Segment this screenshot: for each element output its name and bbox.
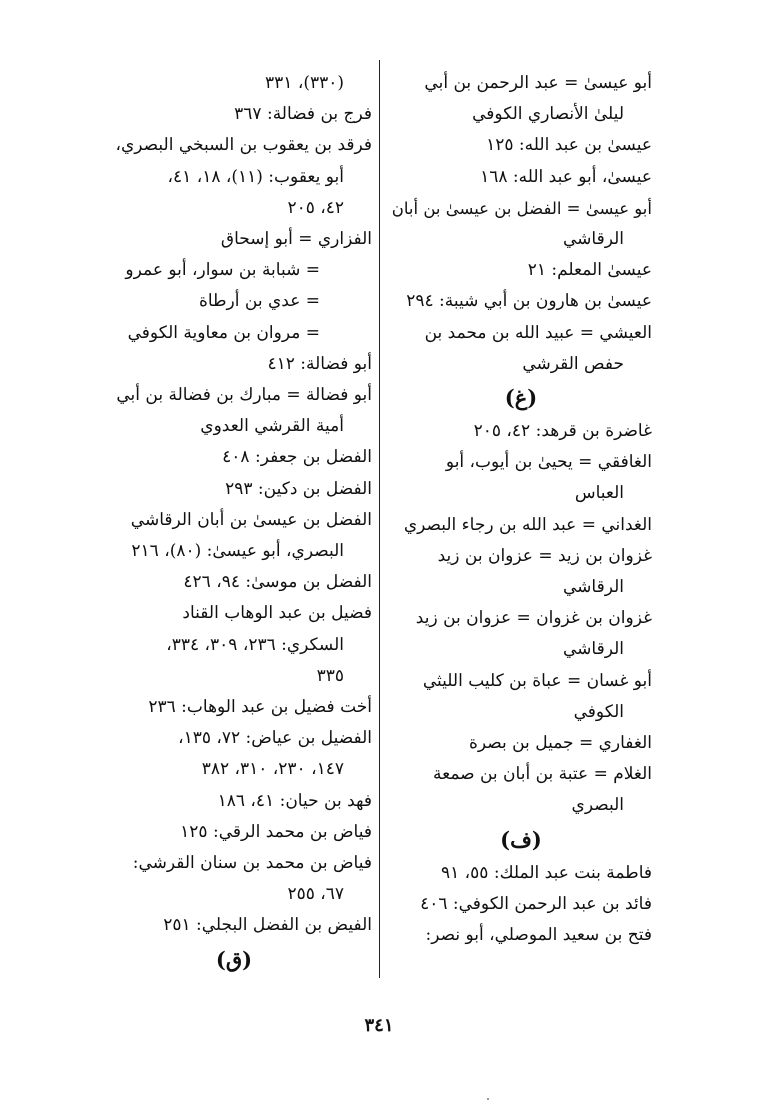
index-entry: عيسىٰ بن هارون بن أبي شيبة: ٢٩٤ <box>406 291 652 312</box>
index-entry-continuation: ليلىٰ الأنصاري الكوفي <box>472 104 624 125</box>
section-heading-qaf <box>96 942 372 978</box>
index-entry-continuation: ١٤٧، ٢٣٠، ٣١٠، ٣٨٢ <box>201 759 344 780</box>
index-entry: الغفاري = جميل بن بصرة <box>468 733 652 754</box>
index-entry-continuation: ٤٢، ٢٠٥ <box>287 197 344 218</box>
index-entry-continuation: البصري <box>571 795 624 816</box>
index-entry-continuation: العباس <box>574 483 624 504</box>
section-heading-fa <box>390 822 652 858</box>
index-entry-crossref: = عدي بن أرطاة <box>198 291 320 312</box>
right-column <box>390 68 652 951</box>
section-heading-label: (ف) <box>500 826 542 852</box>
index-entry: الفضل بن موسىٰ: ٩٤، ٤٢٦ <box>183 572 372 593</box>
index-entry: فرج بن فضالة: ٣٦٧ <box>234 104 372 125</box>
index-entry: أخت فضيل بن عبد الوهاب: ٢٣٦ <box>148 697 372 718</box>
index-entry: الفضل بن دكين: ٢٩٣ <box>225 478 372 499</box>
index-entry-continuation: أبو يعقوب: (١١)، ١٨، ٤١، <box>167 166 344 187</box>
index-entry: فياض بن محمد بن سنان القرشي: <box>132 853 372 874</box>
paper-speck <box>487 1098 489 1100</box>
index-entry: غزوان بن غزوان = عزوان بن زيد <box>415 608 652 629</box>
index-entry: غاضرة بن قرهد: ٤٢، ٢٠٥ <box>473 421 652 442</box>
index-entry: عيسىٰ بن عبد الله: ١٢٥ <box>486 135 652 156</box>
index-entry: أبو عيسىٰ = عبد الرحمن بن أبي <box>424 73 652 93</box>
index-entry: الغداني = عبد الله بن رجاء البصري <box>403 514 652 535</box>
index-entry-continuation: حفص القرشي <box>522 353 624 374</box>
index-entry: فتح بن سعيد الموصلي، أبو نصر: <box>425 925 652 946</box>
index-entry: فاطمة بنت عبد الملك: ٥٥، ٩١ <box>441 862 652 883</box>
index-entry: فرقد بن يعقوب بن السبخي البصري، <box>115 135 372 156</box>
index-entry: عيسىٰ المعلم: ٢١ <box>527 260 652 281</box>
index-entry-continuation: (٣٣٠)، ٣٣١ <box>265 73 344 93</box>
index-entry: أبو فضالة: ٤١٢ <box>267 353 372 374</box>
index-entry: الفضل بن عيسىٰ بن أبان الرقاشي <box>130 509 372 530</box>
section-heading-label: (غ) <box>504 385 538 411</box>
index-entry: الغلام = عتبة بن أبان بن صمعة <box>433 764 652 785</box>
index-entry: الفيض بن الفضل البجلي: ٢٥١ <box>163 915 372 936</box>
index-entry: فياض بن محمد الرقي: ١٢٥ <box>180 821 372 842</box>
left-column <box>96 68 372 978</box>
index-entry-continuation: الرقاشي <box>562 577 624 598</box>
index-entry-continuation: الرقاشي <box>562 229 624 250</box>
index-entry-continuation: البصري، أبو عيسىٰ: (٨٠)، ٢١٦ <box>131 541 344 562</box>
index-entry-continuation: السكري: ٢٣٦، ٣٠٩، ٣٣٤، <box>166 634 344 655</box>
section-heading-label: (ق) <box>215 946 253 972</box>
index-entry: الغافقي = يحيىٰ بن أيوب، أبو <box>445 452 652 473</box>
index-entry: عيسىٰ، أبو عبد الله: ١٦٨ <box>480 166 652 187</box>
index-entry-crossref: = شبابة بن سوار، أبو عمرو <box>125 260 320 281</box>
index-entry: أبو فضالة = مبارك بن فضالة بن أبي <box>116 385 372 406</box>
index-entry: فهد بن حيان: ٤١، ١٨٦ <box>217 790 372 811</box>
index-entry: فائد بن عبد الرحمن الكوفي: ٤٠٦ <box>420 893 652 914</box>
index-entry: فضيل بن عبد الوهاب القناد <box>182 603 372 624</box>
index-entry: الفضل بن جعفر: ٤٠٨ <box>222 447 372 468</box>
index-entry-continuation: ٦٧، ٢٥٥ <box>287 884 344 905</box>
index-entry-continuation: ٣٣٥ <box>316 665 344 686</box>
index-entry-continuation: الكوفي <box>573 701 624 722</box>
section-heading-ghayn <box>390 380 652 416</box>
index-entry-continuation: الرقاشي <box>562 639 624 660</box>
index-entry: العيشي = عبيد الله بن محمد بن <box>424 322 652 343</box>
index-entry-continuation: أمية القرشي العدوي <box>200 416 344 437</box>
index-entry: غزوان بن زيد = عزوان بن زيد <box>437 545 652 566</box>
index-entry: الفزاري = أبو إسحاق <box>220 229 372 250</box>
index-entry-crossref: = مروان بن معاوية الكوفي <box>127 322 320 343</box>
index-entry: أبو عيسىٰ = الفضل بن عيسىٰ بن أبان <box>391 198 652 218</box>
page-number: ٣٤١ <box>364 1015 394 1036</box>
index-entry: الفضيل بن عياض: ٧٢، ١٣٥، <box>178 728 372 749</box>
column-divider <box>379 60 380 978</box>
index-entry: أبو غسان = عباة بن كليب الليثي <box>422 670 652 691</box>
